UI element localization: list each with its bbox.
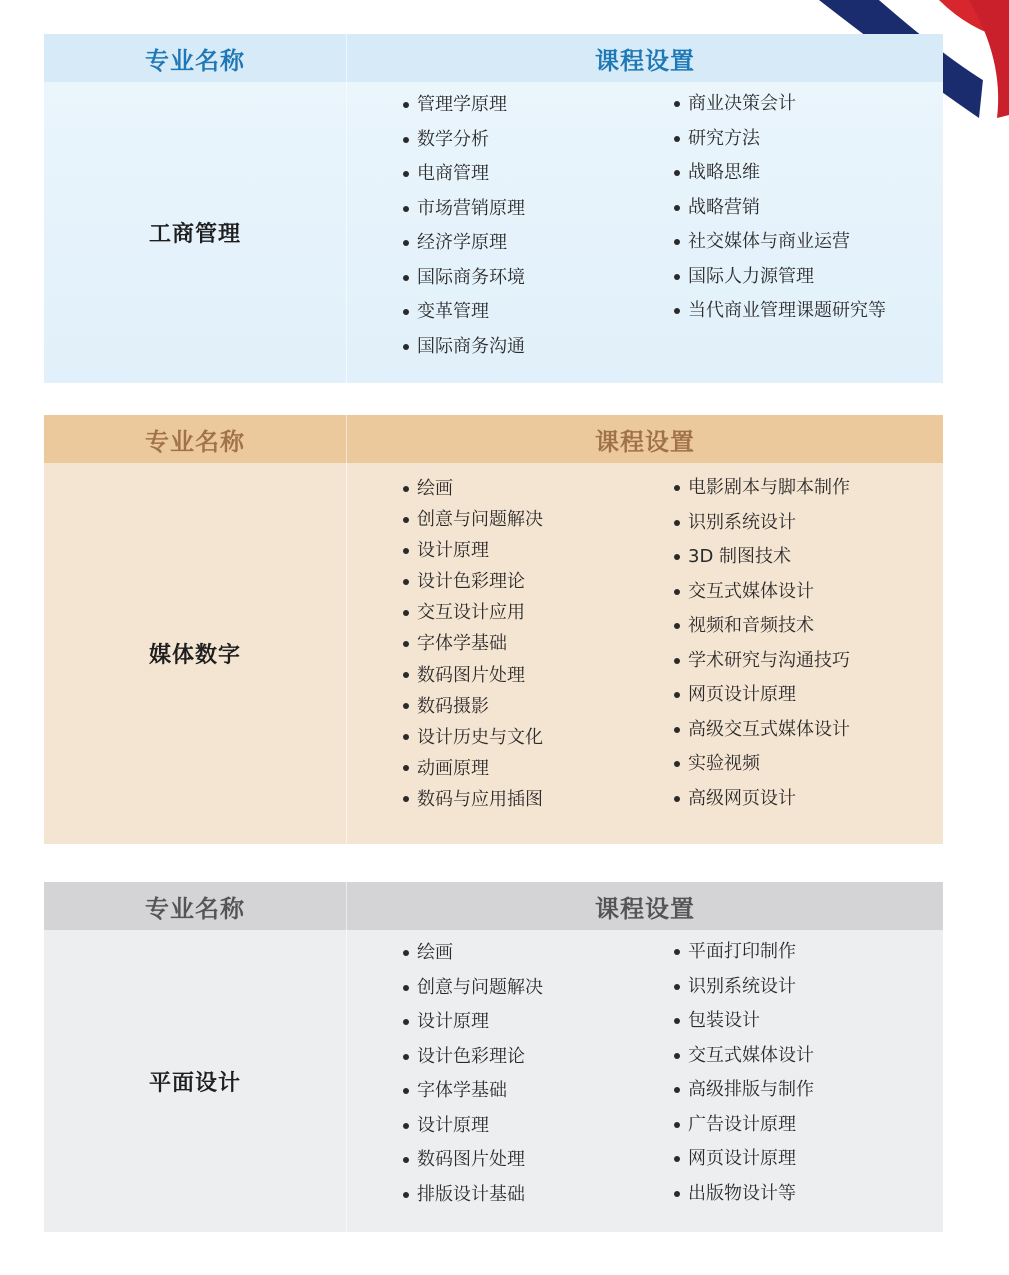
course-item: 出版物设计等 [674,1177,814,1212]
course-item: 实验视频 [674,747,850,782]
course-item: 变革管理 [403,295,525,330]
header-course-settings: 课程设置 [346,34,943,82]
course-list [346,82,943,383]
course-column-left [403,936,543,1212]
course-column-right [674,471,850,816]
course-item: 设计色彩理论 [403,566,543,597]
course-item: 识别系统设计 [674,506,850,541]
header-course-settings: 课程设置 [346,882,943,930]
course-item: 市场营销原理 [403,192,525,227]
course-item: 平面打印制作 [674,935,814,970]
course-item: 高级排版与制作 [674,1073,814,1108]
course-column-right [674,87,886,329]
header-major-name: 专业名称 [145,894,245,923]
course-item: 交互设计应用 [403,597,543,628]
course-item: 字体学基础 [403,628,543,659]
table-header [44,34,943,82]
course-table-business [44,34,943,383]
course-item: 动画原理 [403,753,543,784]
course-item: 数码图片处理 [403,660,543,691]
course-column-left [403,88,525,364]
course-item: 字体学基础 [403,1074,543,1109]
table-row [44,82,943,383]
course-item: 交互式媒体设计 [674,1039,814,1074]
course-item: 国际商务环境 [403,261,525,296]
course-item: 电影剧本与脚本制作 [674,471,850,506]
course-item: 设计原理 [403,1109,543,1144]
course-table-digital-media [44,415,943,844]
course-item: 战略营销 [674,191,886,226]
course-item: 视频和音频技术 [674,609,850,644]
course-item: 设计原理 [403,535,543,566]
course-item: 电商管理 [403,157,525,192]
course-item: 识别系统设计 [674,970,814,1005]
course-item: 网页设计原理 [674,678,850,713]
course-item: 研究方法 [674,122,886,157]
course-item: 数码摄影 [403,691,543,722]
course-item: 管理学原理 [403,88,525,123]
course-item: 设计色彩理论 [403,1040,543,1075]
course-column-left [403,473,543,815]
course-item: 高级交互式媒体设计 [674,713,850,748]
course-item: 绘画 [403,473,543,504]
header-course-settings: 课程设置 [346,415,943,463]
course-item: 排版设计基础 [403,1178,543,1213]
course-item: 战略思维 [674,156,886,191]
course-table-graphic-design [44,882,943,1232]
major-name: 媒体数字 [148,643,241,668]
table-row [44,463,943,844]
header-major-name: 专业名称 [145,427,245,456]
course-item: 包装设计 [674,1004,814,1039]
course-item: 国际商务沟通 [403,330,525,365]
course-item: 国际人力源管理 [674,260,886,295]
course-item: 绘画 [403,936,543,971]
course-item: 高级网页设计 [674,782,850,817]
major-name: 工商管理 [148,222,241,247]
course-item: 数码图片处理 [403,1143,543,1178]
course-item: 创意与问题解决 [403,971,543,1006]
course-item: 设计原理 [403,1005,543,1040]
course-list [346,463,943,844]
table-header [44,415,943,463]
course-column-right [674,935,814,1211]
course-item: 3D 制图技术 [674,540,850,575]
course-item: 网页设计原理 [674,1142,814,1177]
course-item: 广告设计原理 [674,1108,814,1143]
course-list [346,930,943,1232]
course-item: 数码与应用插图 [403,784,543,815]
header-major-name: 专业名称 [145,46,245,75]
course-item: 数学分析 [403,123,525,158]
course-item: 商业决策会计 [674,87,886,122]
course-item: 社交媒体与商业运营 [674,225,886,260]
table-row [44,930,943,1232]
course-item: 创意与问题解决 [403,504,543,535]
table-header [44,882,943,930]
course-item: 学术研究与沟通技巧 [674,644,850,679]
major-name: 平面设计 [148,1070,241,1096]
course-item: 经济学原理 [403,226,525,261]
course-item: 交互式媒体设计 [674,575,850,610]
course-item: 当代商业管理课题研究等 [674,294,886,329]
course-item: 设计历史与文化 [403,722,543,753]
